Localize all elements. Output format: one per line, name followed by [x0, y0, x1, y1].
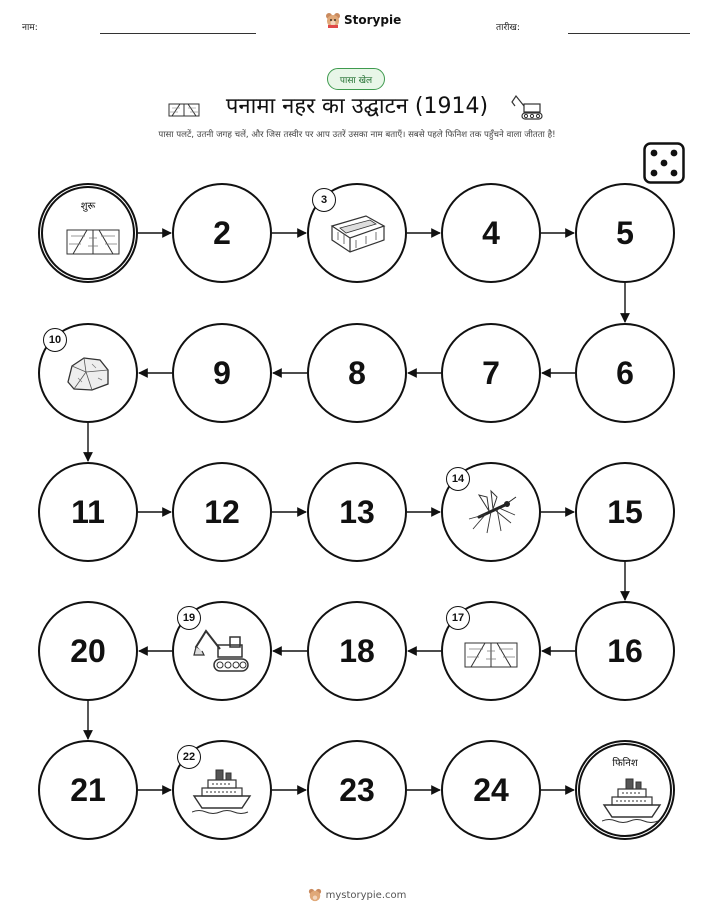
date-label: तारीख:: [496, 23, 520, 33]
board-square-2: [172, 183, 272, 283]
square-number: 16: [607, 632, 643, 669]
board-square-18: [307, 601, 407, 701]
mosquito-icon: [465, 489, 517, 535]
square-number-badge: 10: [43, 328, 67, 352]
board-square-14: [441, 462, 541, 562]
square-number: 20: [70, 632, 106, 669]
instructions-text: पासा पलटें, उतनी जगह चलें, और जिस तस्वीर पर आप उतरें उसका नाम बताएँ। सबसे पहले फिनिश तक पहुँचने वाला जीतता है!: [158, 130, 556, 140]
board-square-17: [441, 601, 541, 701]
page-title: पनामा नहर का उद्घाटन (1914): [225, 94, 489, 119]
canal-icon: [65, 218, 121, 262]
board-square-12: [172, 462, 272, 562]
board-square-15: [575, 462, 675, 562]
square-number: 6: [616, 354, 634, 391]
board-square-10: [38, 323, 138, 423]
square-number-badge: 22: [177, 745, 201, 769]
square-number: 13: [339, 493, 375, 530]
ship-icon: [192, 766, 252, 814]
board-square-9: [172, 323, 272, 423]
square-number-badge: 17: [446, 606, 470, 630]
board-square-13: [307, 462, 407, 562]
square-number: 8: [348, 354, 366, 391]
square-number: 9: [213, 354, 231, 391]
square-number: 2: [213, 214, 231, 251]
board-square-4: [441, 183, 541, 283]
excavator-icon: [190, 627, 254, 675]
canal-lock-icon: [326, 210, 388, 256]
rock-icon: [62, 352, 114, 394]
board-square-21: [38, 740, 138, 840]
board-square-24: [441, 740, 541, 840]
board-square-11: [38, 462, 138, 562]
finish-square: [575, 740, 675, 840]
board-square-6: [575, 323, 675, 423]
game-type-badge: पासा खेल: [327, 68, 385, 90]
square-number: 21: [70, 771, 106, 808]
ship-icon: [602, 775, 662, 827]
brand-name: Storypie: [344, 13, 402, 27]
bear-icon: [308, 888, 322, 902]
board-square-3: [307, 183, 407, 283]
board-square-20: [38, 601, 138, 701]
footer: [0, 888, 714, 902]
finish-label: फिनिश: [612, 758, 638, 769]
canal-icon: [463, 631, 519, 671]
board-square-5: [575, 183, 675, 283]
board-square-23: [307, 740, 407, 840]
board-square-8: [307, 323, 407, 423]
board-square-7: [441, 323, 541, 423]
square-number: 4: [482, 214, 500, 251]
square-number-badge: 3: [312, 188, 336, 212]
square-number: 7: [482, 354, 500, 391]
square-number: 12: [204, 493, 240, 530]
board-square-22: [172, 740, 272, 840]
name-label: नाम:: [22, 23, 38, 33]
square-number: 24: [473, 771, 509, 808]
footer-site[interactable]: mystorypie.com: [325, 889, 407, 901]
square-number: 15: [607, 493, 643, 530]
start-square: [38, 183, 138, 283]
square-number-badge: 14: [446, 467, 470, 491]
square-number: 11: [71, 493, 105, 530]
square-number: 23: [339, 771, 375, 808]
board-square-19: [172, 601, 272, 701]
square-number: 18: [339, 632, 375, 669]
board-square-16: [575, 601, 675, 701]
start-label: शुरू: [80, 201, 96, 212]
square-number: 5: [616, 214, 634, 251]
square-number-badge: 19: [177, 606, 201, 630]
